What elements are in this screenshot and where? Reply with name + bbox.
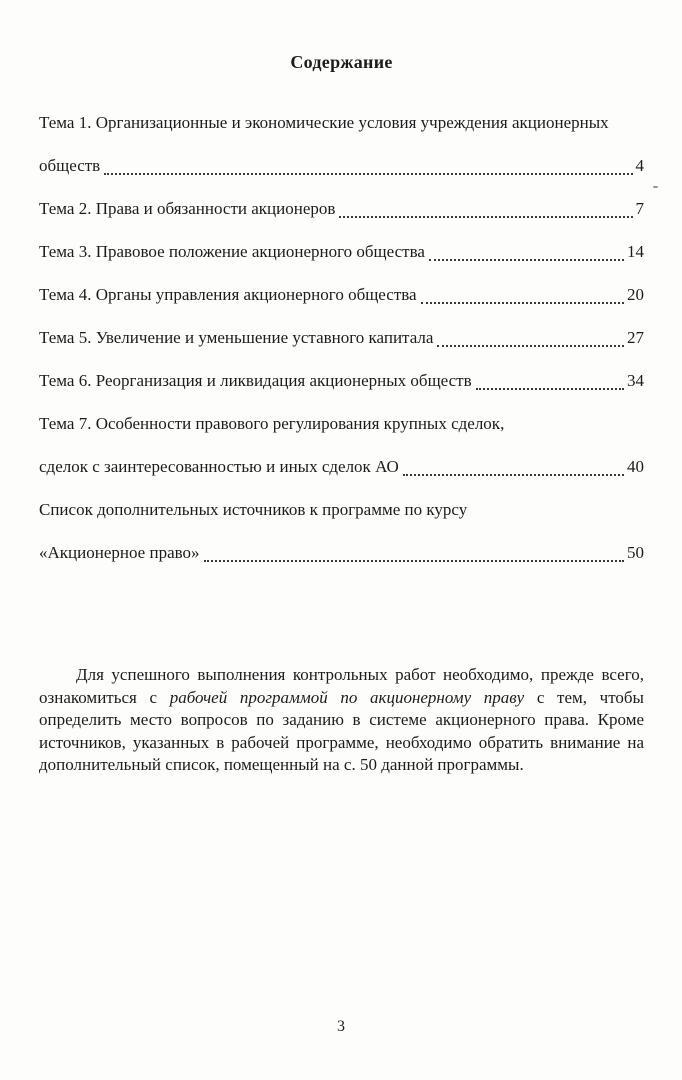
toc-entry-text: Тема 1. Организационные и экономические условия учреждения акционерных	[39, 113, 609, 132]
toc-page-number: 7	[635, 199, 644, 218]
toc-line	[39, 488, 644, 531]
toc-page-number: 20	[627, 285, 644, 304]
toc-line	[39, 273, 644, 316]
scan-artifact-mark	[653, 186, 658, 188]
toc-line	[39, 402, 644, 445]
dot-leader	[429, 259, 624, 261]
toc-page-number: 14	[627, 242, 644, 261]
toc-line	[39, 187, 644, 230]
paragraph-text-tail: с тем, чтобы определить место вопросов по заданию в системе акционерного права. Кроме источников, указанных в рабочей программе, необходимо обратить внимание на дополнительный список, помещенный на с. 50 данной программы.	[39, 687, 644, 774]
toc-page-number: 27	[627, 328, 644, 347]
paragraph-italic-phrase: рабочей программой по акционерному праву	[169, 687, 525, 707]
toc-line	[39, 531, 644, 574]
toc-page-number: 40	[627, 457, 644, 476]
dot-leader	[104, 173, 632, 175]
paragraph-text-lead: Для успешного выполнения контрольных работ необходимо, прежде всего, ознакомиться с	[39, 665, 644, 707]
toc-entry-text: сделок с заинтересованностью и иных сделок АО	[39, 457, 399, 476]
dot-leader	[204, 560, 624, 562]
toc-line	[39, 230, 644, 273]
page-number: 3	[337, 1018, 345, 1035]
toc-page-number: 50	[627, 543, 644, 562]
toc-page-number: 34	[627, 371, 644, 390]
table-of-contents	[39, 101, 644, 574]
toc-page-number: 4	[635, 156, 644, 175]
page-title: Содержание	[290, 52, 393, 72]
toc-line	[39, 316, 644, 359]
dot-leader	[339, 216, 632, 218]
toc-entry-text: Тема 5. Увеличение и уменьшение уставного капитала	[39, 328, 434, 347]
dot-leader	[476, 388, 624, 390]
dot-leader	[421, 302, 624, 304]
toc-entry-text: «Акционерное право»	[39, 543, 200, 562]
toc-entry-text: Тема 3. Правовое положение акционерного общества	[39, 242, 425, 261]
toc-line	[39, 359, 644, 402]
toc-line	[39, 445, 644, 488]
intro-paragraph	[39, 664, 644, 777]
toc-entry-text: Тема 7. Особенности правового регулирования крупных сделок,	[39, 414, 505, 433]
toc-entry-text: Список дополнительных источников к программе по курсу	[39, 500, 468, 519]
toc-entry-text: Тема 6. Реорганизация и ликвидация акционерных обществ	[39, 371, 472, 390]
toc-line	[39, 101, 644, 144]
toc-line	[39, 144, 644, 187]
toc-entry-text: обществ	[39, 156, 101, 175]
dot-leader	[437, 345, 624, 347]
toc-entry-text: Тема 4. Органы управления акционерного общества	[39, 285, 417, 304]
dot-leader	[403, 474, 624, 476]
toc-entry-text: Тема 2. Права и обязанности акционеров	[39, 199, 336, 218]
